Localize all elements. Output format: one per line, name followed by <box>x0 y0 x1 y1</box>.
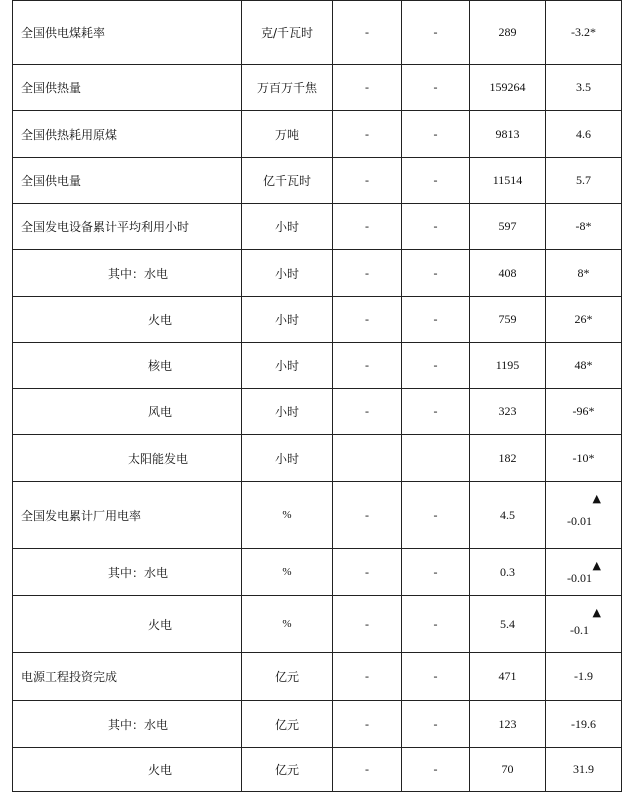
row-col-a: - <box>333 549 402 596</box>
row-unit: % <box>242 549 333 596</box>
row-label: 其中：水电 <box>13 250 242 297</box>
change-value: 8* <box>577 265 590 280</box>
row-change <box>546 596 622 653</box>
triangle-marker-icon: ▲ <box>592 606 601 619</box>
change-value: -10* <box>572 450 595 465</box>
row-unit: 小时 <box>242 389 333 435</box>
row-unit: 亿千瓦时 <box>242 158 333 204</box>
row-label: 太阳能发电 <box>13 435 242 482</box>
row-unit: 万百万千焦 <box>242 65 333 111</box>
row-col-a: - <box>333 297 402 343</box>
row-change <box>546 701 622 748</box>
row-col-b <box>402 435 470 482</box>
row-unit: 万吨 <box>242 111 333 158</box>
change-value: -3.2* <box>571 25 596 39</box>
row-unit: 小时 <box>242 435 333 482</box>
row-col-a: - <box>333 158 402 204</box>
row-col-b: - <box>402 748 470 792</box>
row-col-a <box>333 435 402 482</box>
table-row <box>13 297 622 343</box>
row-col-b: - <box>402 111 470 158</box>
row-col-b: - <box>402 596 470 653</box>
row-label: 火电 <box>13 297 242 343</box>
row-change <box>546 435 622 482</box>
table-row <box>13 204 622 250</box>
row-label: 全国发电设备累计平均利用小时 <box>13 204 242 250</box>
triangle-marker-icon: ▲ <box>592 492 601 505</box>
row-label: 电源工程投资完成 <box>13 653 242 701</box>
row-col-b: - <box>402 343 470 389</box>
change-value: -0.01 <box>567 513 592 528</box>
row-unit: 小时 <box>242 204 333 250</box>
change-value: -0.1 <box>570 622 589 637</box>
change-value: -1.9 <box>574 669 593 683</box>
row-col-a: - <box>333 596 402 653</box>
row-label: 火电 <box>13 596 242 653</box>
row-col-a: - <box>333 250 402 297</box>
change-value: -8* <box>575 219 592 233</box>
row-change <box>546 389 622 435</box>
row-col-a: - <box>333 204 402 250</box>
triangle-marker-icon: ▲ <box>592 559 601 572</box>
row-change <box>546 65 622 111</box>
row-label: 其中：水电 <box>13 701 242 748</box>
row-col-b: - <box>402 389 470 435</box>
row-col-b: - <box>402 250 470 297</box>
row-change <box>546 250 622 297</box>
table-row <box>13 389 622 435</box>
row-value: 70 <box>470 748 546 792</box>
row-unit: 小时 <box>242 250 333 297</box>
row-label: 全国供热量 <box>13 65 242 111</box>
row-value: 123 <box>470 701 546 748</box>
row-change <box>546 297 622 343</box>
row-col-a: - <box>333 482 402 549</box>
table-row <box>13 653 622 701</box>
row-change <box>546 204 622 250</box>
row-change <box>546 482 622 549</box>
row-change <box>546 549 622 596</box>
row-label: 全国发电累计厂用电率 <box>13 482 242 549</box>
row-value: 11514 <box>470 158 546 204</box>
change-value: 5.7 <box>576 173 591 187</box>
row-col-b: - <box>402 158 470 204</box>
row-unit: 小时 <box>242 297 333 343</box>
table-row <box>13 1 622 65</box>
change-value: 31.9 <box>573 762 594 776</box>
row-col-b: - <box>402 204 470 250</box>
row-col-a: - <box>333 389 402 435</box>
change-value: -0.01 <box>567 570 592 585</box>
table-body <box>13 1 622 792</box>
row-change <box>546 1 622 65</box>
row-col-b: - <box>402 549 470 596</box>
row-col-a: - <box>333 1 402 65</box>
row-label: 核电 <box>13 343 242 389</box>
row-col-a: - <box>333 65 402 111</box>
row-col-b: - <box>402 482 470 549</box>
row-col-b: - <box>402 1 470 65</box>
row-unit: % <box>242 482 333 549</box>
row-value: 5.4 <box>470 596 546 653</box>
row-unit: 小时 <box>242 343 333 389</box>
table-row <box>13 65 622 111</box>
change-value: -19.6 <box>571 716 596 731</box>
row-value: 471 <box>470 653 546 701</box>
statistics-table <box>12 0 622 792</box>
row-unit: % <box>242 596 333 653</box>
row-value: 4.5 <box>470 482 546 549</box>
table-row <box>13 158 622 204</box>
table-row <box>13 482 622 549</box>
row-label: 全国供热耗用原煤 <box>13 111 242 158</box>
row-value: 182 <box>470 435 546 482</box>
table-row <box>13 748 622 792</box>
table-row <box>13 250 622 297</box>
row-value: 0.3 <box>470 549 546 596</box>
row-col-b: - <box>402 297 470 343</box>
row-col-a: - <box>333 748 402 792</box>
row-col-a: - <box>333 111 402 158</box>
row-label: 其中：水电 <box>13 549 242 596</box>
row-unit: 亿元 <box>242 701 333 748</box>
row-col-a: - <box>333 701 402 748</box>
row-change <box>546 111 622 158</box>
row-change <box>546 343 622 389</box>
row-value: 408 <box>470 250 546 297</box>
row-value: 159264 <box>470 65 546 111</box>
row-col-a: - <box>333 653 402 701</box>
row-value: 1195 <box>470 343 546 389</box>
row-unit: 克/千瓦时 <box>242 1 333 65</box>
table-row <box>13 701 622 748</box>
table-row <box>13 596 622 653</box>
table-row <box>13 111 622 158</box>
change-value: 3.5 <box>576 80 591 94</box>
row-col-b: - <box>402 653 470 701</box>
row-unit: 亿元 <box>242 748 333 792</box>
table-row <box>13 549 622 596</box>
row-change <box>546 653 622 701</box>
change-value: 48* <box>574 358 593 372</box>
row-col-a: - <box>333 343 402 389</box>
row-label: 全国供电量 <box>13 158 242 204</box>
table-row <box>13 435 622 482</box>
row-value: 759 <box>470 297 546 343</box>
row-col-b: - <box>402 701 470 748</box>
row-label: 火电 <box>13 748 242 792</box>
row-value: 597 <box>470 204 546 250</box>
row-label: 风电 <box>13 389 242 435</box>
change-value: 4.6 <box>576 126 591 141</box>
row-value: 289 <box>470 1 546 65</box>
row-unit: 亿元 <box>242 653 333 701</box>
row-label: 全国供电煤耗率 <box>13 1 242 65</box>
row-value: 323 <box>470 389 546 435</box>
row-change <box>546 748 622 792</box>
row-change <box>546 158 622 204</box>
change-value: -96* <box>572 404 595 418</box>
table-row <box>13 343 622 389</box>
row-value: 9813 <box>470 111 546 158</box>
row-col-b: - <box>402 65 470 111</box>
change-value: 26* <box>574 312 593 326</box>
